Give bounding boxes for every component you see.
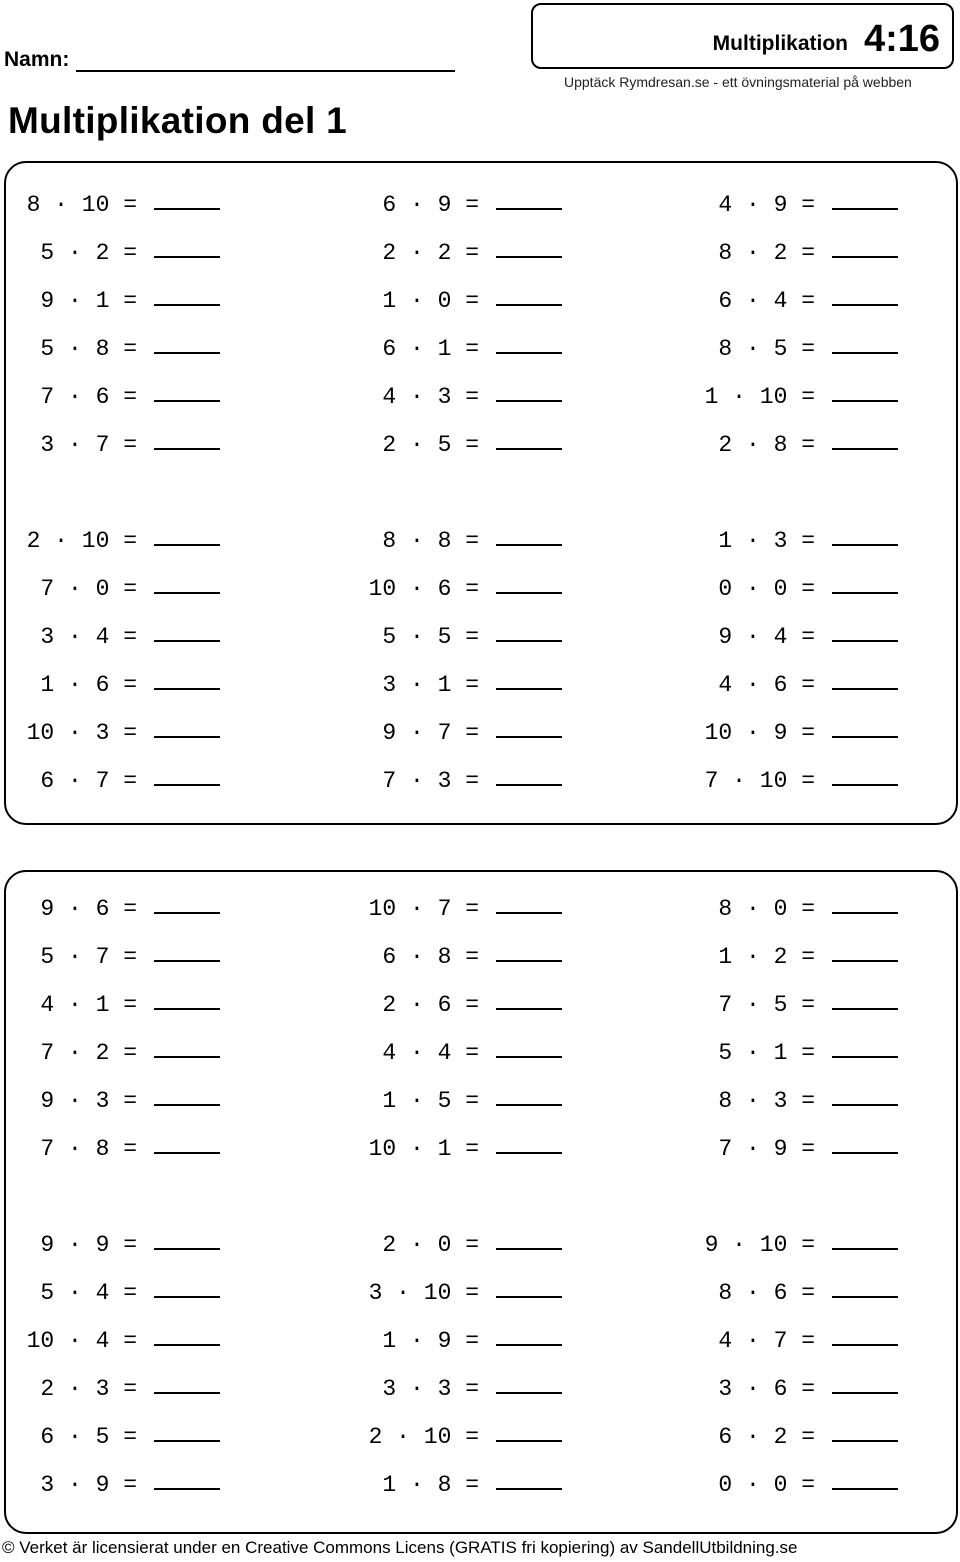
problem-expression: 6 · 5 = (40, 1424, 137, 1450)
problem-expression: 3 · 1 = (382, 672, 479, 698)
problem-item (658, 1232, 898, 1258)
problem-expression: 2 · 6 = (382, 992, 479, 1018)
problem-item (658, 1424, 898, 1450)
problem-expression: 4 · 1 = (40, 992, 137, 1018)
problem-item (658, 1328, 898, 1354)
answer-blank[interactable] (154, 912, 220, 914)
problem-item (322, 240, 562, 266)
problem-expression: 6 · 1 = (382, 336, 479, 362)
problem-expression: 1 · 9 = (382, 1328, 479, 1354)
problem-item (0, 1232, 220, 1258)
problem-item (658, 1280, 898, 1306)
answer-blank[interactable] (496, 256, 562, 258)
problem-expression: 4 · 4 = (382, 1040, 479, 1066)
problem-item (0, 1136, 220, 1162)
problem-expression: 1 · 8 = (382, 1472, 479, 1498)
answer-blank[interactable] (154, 592, 220, 594)
answer-blank[interactable] (832, 352, 898, 354)
name-line (76, 70, 455, 72)
answer-blank[interactable] (496, 448, 562, 450)
problem-expression: 2 · 3 = (40, 1376, 137, 1402)
problem-item (0, 1328, 220, 1354)
topic-box (531, 3, 954, 69)
problem-expression: 7 · 10 = (704, 768, 815, 794)
problem-item (0, 768, 220, 794)
answer-blank[interactable] (832, 1488, 898, 1490)
answer-blank[interactable] (832, 1392, 898, 1394)
problem-expression: 3 · 7 = (40, 432, 137, 458)
problem-expression: 2 · 8 = (718, 432, 815, 458)
problem-item (322, 768, 562, 794)
problem-item (658, 288, 898, 314)
answer-blank[interactable] (832, 1344, 898, 1346)
answer-blank[interactable] (154, 400, 220, 402)
problem-item (658, 944, 898, 970)
problem-expression: 1 · 3 = (718, 528, 815, 554)
problem-item (322, 288, 562, 314)
problem-item (322, 624, 562, 650)
answer-blank[interactable] (154, 960, 220, 962)
problem-expression: 6 · 4 = (718, 288, 815, 314)
answer-blank[interactable] (496, 1152, 562, 1154)
answer-blank[interactable] (496, 352, 562, 354)
problem-item (658, 192, 898, 218)
answer-blank[interactable] (832, 1296, 898, 1298)
problem-item (0, 1040, 220, 1066)
answer-blank[interactable] (154, 1440, 220, 1442)
problem-item (322, 192, 562, 218)
name-label: Namn: (4, 48, 70, 71)
problem-expression: 7 · 3 = (382, 768, 479, 794)
problem-expression: 2 · 10 = (368, 1424, 479, 1450)
problem-item (322, 1280, 562, 1306)
problem-expression: 5 · 1 = (718, 1040, 815, 1066)
problem-item (322, 384, 562, 410)
problem-item (658, 624, 898, 650)
problem-item (658, 672, 898, 698)
answer-blank[interactable] (496, 304, 562, 306)
answer-blank[interactable] (832, 544, 898, 546)
problem-expression: 2 · 0 = (382, 1232, 479, 1258)
problem-item (658, 432, 898, 458)
problem-item (0, 1280, 220, 1306)
answer-blank[interactable] (832, 208, 898, 210)
problem-item (658, 576, 898, 602)
problem-expression: 10 · 1 = (368, 1136, 479, 1162)
problem-expression: 3 · 3 = (382, 1376, 479, 1402)
problem-item (322, 896, 562, 922)
problem-expression: 7 · 2 = (40, 1040, 137, 1066)
sheet-number: 4:16 (863, 18, 940, 60)
problem-expression: 9 · 7 = (382, 720, 479, 746)
answer-blank[interactable] (154, 544, 220, 546)
answer-blank[interactable] (832, 1008, 898, 1010)
problem-expression: 7 · 6 = (40, 384, 137, 410)
page-title: Multiplikation del 1 (8, 100, 348, 141)
problem-expression: 10 · 6 = (368, 576, 479, 602)
problem-item (658, 896, 898, 922)
answer-blank[interactable] (832, 304, 898, 306)
problem-expression: 0 · 0 = (718, 576, 815, 602)
answer-blank[interactable] (496, 1488, 562, 1490)
answer-blank[interactable] (154, 304, 220, 306)
problem-item (322, 672, 562, 698)
answer-blank[interactable] (832, 1248, 898, 1250)
problem-expression: 10 · 9 = (704, 720, 815, 746)
problem-item (322, 1232, 562, 1258)
answer-blank[interactable] (832, 592, 898, 594)
answer-blank[interactable] (496, 912, 562, 914)
problem-item (0, 432, 220, 458)
problem-expression: 8 · 3 = (718, 1088, 815, 1114)
answer-blank[interactable] (496, 1440, 562, 1442)
problem-expression: 10 · 4 = (26, 1328, 137, 1354)
answer-blank[interactable] (832, 912, 898, 914)
problem-expression: 5 · 7 = (40, 944, 137, 970)
problem-item (0, 288, 220, 314)
answer-blank[interactable] (496, 400, 562, 402)
problem-item (322, 1376, 562, 1402)
problem-item (658, 1088, 898, 1114)
answer-blank[interactable] (832, 256, 898, 258)
answer-blank[interactable] (832, 640, 898, 642)
problem-expression: 7 · 9 = (718, 1136, 815, 1162)
problem-item (322, 1088, 562, 1114)
answer-blank[interactable] (154, 1248, 220, 1250)
answer-blank[interactable] (154, 736, 220, 738)
problem-item (658, 720, 898, 746)
problem-item (0, 576, 220, 602)
problem-expression: 3 · 6 = (718, 1376, 815, 1402)
problem-item (0, 992, 220, 1018)
problem-expression: 8 · 8 = (382, 528, 479, 554)
problem-expression: 9 · 4 = (718, 624, 815, 650)
answer-blank[interactable] (154, 256, 220, 258)
answer-blank[interactable] (154, 1488, 220, 1490)
problem-expression: 2 · 5 = (382, 432, 479, 458)
problem-item (0, 1088, 220, 1114)
problem-expression: 9 · 6 = (40, 896, 137, 922)
problem-item (0, 944, 220, 970)
answer-blank[interactable] (496, 960, 562, 962)
answer-blank[interactable] (154, 784, 220, 786)
answer-blank[interactable] (832, 736, 898, 738)
problem-expression: 5 · 4 = (40, 1280, 137, 1306)
problem-expression: 1 · 6 = (40, 672, 137, 698)
problem-expression: 2 · 2 = (382, 240, 479, 266)
answer-blank[interactable] (154, 640, 220, 642)
problem-item (322, 576, 562, 602)
problem-expression: 8 · 5 = (718, 336, 815, 362)
answer-blank[interactable] (496, 1056, 562, 1058)
problem-item (0, 1472, 220, 1498)
problem-item (0, 1424, 220, 1450)
problem-item (658, 1376, 898, 1402)
problem-expression: 7 · 8 = (40, 1136, 137, 1162)
problem-expression: 1 · 10 = (704, 384, 815, 410)
problem-expression: 9 · 10 = (704, 1232, 815, 1258)
problem-expression: 1 · 5 = (382, 1088, 479, 1114)
answer-blank[interactable] (154, 1344, 220, 1346)
problem-item (322, 992, 562, 1018)
problem-item (658, 336, 898, 362)
answer-blank[interactable] (154, 352, 220, 354)
problem-expression: 6 · 7 = (40, 768, 137, 794)
problem-item (0, 896, 220, 922)
problem-expression: 7 · 5 = (718, 992, 815, 1018)
problem-expression: 10 · 3 = (26, 720, 137, 746)
problem-expression: 6 · 2 = (718, 1424, 815, 1450)
problem-item (658, 240, 898, 266)
problem-expression: 8 · 2 = (718, 240, 815, 266)
answer-blank[interactable] (496, 592, 562, 594)
problem-expression: 6 · 9 = (382, 192, 479, 218)
problem-item (0, 384, 220, 410)
answer-blank[interactable] (154, 1296, 220, 1298)
problem-expression: 10 · 7 = (368, 896, 479, 922)
answer-blank[interactable] (154, 1152, 220, 1154)
problem-item (0, 672, 220, 698)
problem-expression: 3 · 4 = (40, 624, 137, 650)
answer-blank[interactable] (832, 1440, 898, 1442)
problem-expression: 4 · 6 = (718, 672, 815, 698)
answer-blank[interactable] (496, 1344, 562, 1346)
problem-item (322, 432, 562, 458)
answer-blank[interactable] (496, 1392, 562, 1394)
problem-item (0, 528, 220, 554)
problem-expression: 4 · 7 = (718, 1328, 815, 1354)
problem-expression: 1 · 2 = (718, 944, 815, 970)
problem-item (322, 1424, 562, 1450)
answer-blank[interactable] (154, 1104, 220, 1106)
answer-blank[interactable] (154, 1056, 220, 1058)
problem-expression: 2 · 10 = (26, 528, 137, 554)
answer-blank[interactable] (832, 400, 898, 402)
problem-item (322, 528, 562, 554)
problem-expression: 8 · 0 = (718, 896, 815, 922)
problem-expression: 1 · 0 = (382, 288, 479, 314)
problem-item (322, 720, 562, 746)
problem-item (658, 1040, 898, 1066)
problem-item (658, 528, 898, 554)
answer-blank[interactable] (154, 688, 220, 690)
problem-expression: 9 · 1 = (40, 288, 137, 314)
answer-blank[interactable] (832, 1152, 898, 1154)
problem-item (658, 768, 898, 794)
problem-item (322, 944, 562, 970)
answer-blank[interactable] (154, 1392, 220, 1394)
answer-blank[interactable] (496, 784, 562, 786)
problem-expression: 5 · 2 = (40, 240, 137, 266)
problem-expression: 5 · 8 = (40, 336, 137, 362)
problem-item (322, 1040, 562, 1066)
problem-expression: 3 · 9 = (40, 1472, 137, 1498)
problem-item (0, 720, 220, 746)
problem-expression: 5 · 5 = (382, 624, 479, 650)
answer-blank[interactable] (496, 544, 562, 546)
topic-label: Multiplikation (712, 32, 848, 55)
answer-blank[interactable] (832, 688, 898, 690)
answer-blank[interactable] (832, 1056, 898, 1058)
answer-blank[interactable] (832, 784, 898, 786)
problem-expression: 9 · 9 = (40, 1232, 137, 1258)
answer-blank[interactable] (496, 1296, 562, 1298)
problem-item (0, 336, 220, 362)
problem-expression: 0 · 0 = (718, 1472, 815, 1498)
problem-expression: 7 · 0 = (40, 576, 137, 602)
answer-blank[interactable] (832, 1104, 898, 1106)
problem-item (0, 240, 220, 266)
problem-expression: 4 · 3 = (382, 384, 479, 410)
problem-item (322, 1328, 562, 1354)
problem-item (322, 1472, 562, 1498)
license-footer: © Verket är licensierat under en Creative Commons Licens (GRATIS fri kopiering) av SandellUtbildning.se (2, 1538, 798, 1557)
problem-expression: 9 · 3 = (40, 1088, 137, 1114)
problem-item (322, 1136, 562, 1162)
problem-item (0, 192, 220, 218)
problem-expression: 8 · 10 = (26, 192, 137, 218)
problem-item (658, 1136, 898, 1162)
answer-blank[interactable] (496, 1104, 562, 1106)
answer-blank[interactable] (154, 1008, 220, 1010)
problem-item (322, 336, 562, 362)
problem-item (0, 624, 220, 650)
answer-blank[interactable] (496, 640, 562, 642)
problem-expression: 4 · 9 = (718, 192, 815, 218)
answer-blank[interactable] (154, 448, 220, 450)
answer-blank[interactable] (154, 208, 220, 210)
problem-item (0, 1376, 220, 1402)
problem-expression: 6 · 8 = (382, 944, 479, 970)
answer-blank[interactable] (496, 1008, 562, 1010)
problem-item (658, 384, 898, 410)
problem-expression: 8 · 6 = (718, 1280, 815, 1306)
subtitle: Upptäck Rymdresan.se - ett övningsmaterial på webben (564, 74, 912, 90)
problem-item (658, 1472, 898, 1498)
answer-blank[interactable] (496, 688, 562, 690)
answer-blank[interactable] (496, 736, 562, 738)
answer-blank[interactable] (832, 960, 898, 962)
answer-blank[interactable] (832, 448, 898, 450)
problem-item (658, 992, 898, 1018)
answer-blank[interactable] (496, 1248, 562, 1250)
problem-expression: 3 · 10 = (368, 1280, 479, 1306)
answer-blank[interactable] (496, 208, 562, 210)
